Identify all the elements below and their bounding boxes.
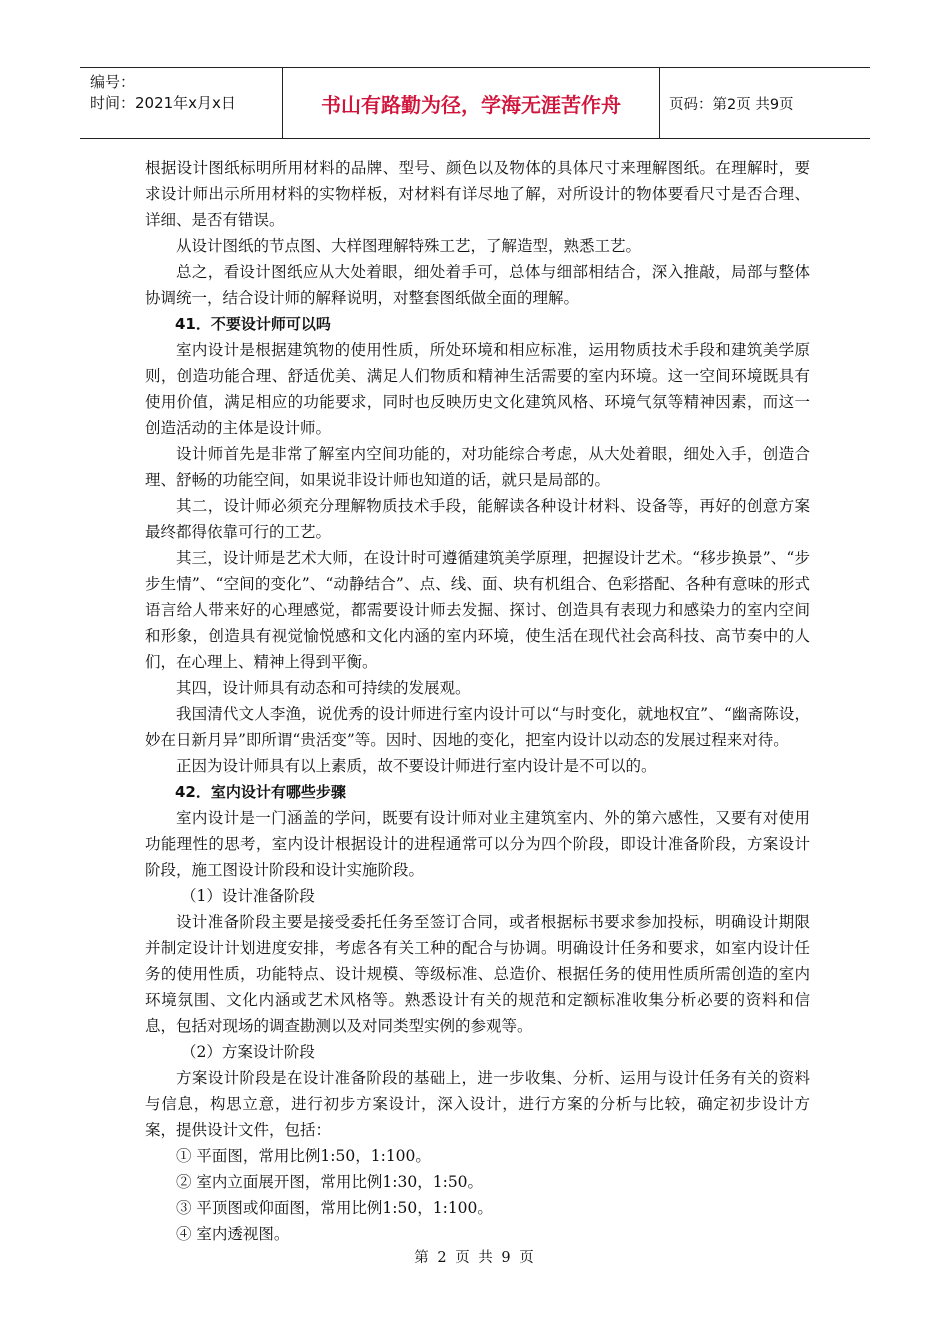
section-heading: 42．室内设计有哪些步骤 bbox=[175, 783, 346, 801]
section-heading: 41．不要设计师可以吗 bbox=[175, 315, 331, 333]
header-meta bbox=[80, 68, 283, 138]
body-paragraph: 我国清代文人李渔，说优秀的设计师进行室内设计可以“与时变化，就地权宜”、“幽斋陈设，妙在日新月异”即所谓“贵活变”等。因时、因地的变化，把室内设计以动态的发展过程来对待。 bbox=[145, 705, 810, 749]
body-paragraph: 方案设计阶段是在设计准备阶段的基础上，进一步收集、分析、运用与设计任务有关的资料与信息，构思立意，进行初步方案设计，深入设计，进行方案的分析与比较，确定初步设计方案，提供设计文件，包括： bbox=[145, 1069, 810, 1139]
subsection-heading: （1）设计准备阶段 bbox=[181, 887, 315, 905]
body-paragraph: 室内设计是一门涵盖的学问，既要有设计师对业主建筑室内、外的第六感性，又要有对使用功能理性的思考，室内设计根据设计的进程通常可以分为四个阶段，即设计准备阶段，方案设计阶段，施工图设计阶段和设计实施阶段。 bbox=[145, 809, 810, 879]
header-page-number: 页码：第2页 共9页 bbox=[669, 96, 794, 113]
body-paragraph: 设计师首先是非常了解室内空间功能的，对功能综合考虑，从大处着眼，细处入手，创造合理、舒畅的功能空间，如果说非设计师也知道的话，就只是局部的。 bbox=[145, 445, 810, 489]
body-paragraph: 室内设计是根据建筑物的使用性质，所处环境和相应标准，运用物质技术手段和建筑美学原则，创造功能合理、舒适优美、满足人们物质和精神生活需要的室内环境。这一空间环境既具有使用价值，满足相应的功能要求，同时也反映历史文化建筑风格、环境气氛等精神因素，而这一创造活动的主体是设计师。 bbox=[145, 341, 810, 437]
body-paragraph: 其四，设计师具有动态和可持续的发展观。 bbox=[176, 679, 471, 697]
list-item: ① 平面图，常用比例1:50，1:100。 bbox=[176, 1147, 431, 1165]
list-item: ③ 平顶图或仰面图，常用比例1:50，1:100。 bbox=[176, 1199, 493, 1217]
body-paragraph: 从设计图纸的节点图、大样图理解特殊工艺，了解造型，熟悉工艺。 bbox=[176, 237, 642, 255]
body-paragraph: 根据设计图纸标明所用材料的品牌、型号、颜色以及物体的具体尺寸来理解图纸。在理解时，要求设计师出示所用材料的实物样板，对材料有详尽地了解，对所设计的物体要看尺寸是否合理、详细、是否有错误。 bbox=[145, 159, 810, 229]
list-item: ④ 室内透视图。 bbox=[176, 1225, 290, 1243]
body-paragraph: 正因为设计师具有以上素质，故不要设计师进行室内设计是不可以的。 bbox=[176, 757, 657, 775]
page-header bbox=[80, 67, 870, 139]
body-paragraph: 其三，设计师是艺术大师，在设计时可遵循建筑美学原理，把握设计艺术。“移步换景”、“步步生情”、“空间的变化”、“动静结合”、点、线、面、块有机组合、色彩搭配、各种有意味的形式语言给人带来好的心理感觉，都需要设计师去发掘、探讨、创造具有表现力和感染力的室内空间和形象，创造具有视觉愉悦感和文化内涵的室内环境，使生活在现代社会高科技、高节奏中的人们，在心理上、精神上得到平衡。 bbox=[145, 549, 810, 671]
body-paragraph: 设计准备阶段主要是接受委托任务至签订合同，或者根据标书要求参加投标，明确设计期限并制定设计计划进度安排，考虑各有关工种的配合与协调。明确设计任务和要求，如室内设计任务的使用性质，功能特点、设计规模、等级标准、总造价、根据任务的使用性质所需创造的室内环境氛围、文化内涵或艺术风格等。熟悉设计有关的规范和定额标准收集分析必要的资料和信息，包括对现场的调查勘测以及对同类型实例的参观等。 bbox=[145, 913, 810, 1035]
subsection-heading: （2）方案设计阶段 bbox=[181, 1043, 315, 1061]
document-number-label: 编号： bbox=[90, 73, 136, 91]
document-body bbox=[145, 155, 810, 1247]
body-paragraph: 其二，设计师必须充分理解物质技术手段，能解读各种设计材料、设备等，再好的创意方案最终都得依靠可行的工艺。 bbox=[145, 497, 810, 541]
list-item: ② 室内立面展开图，常用比例1:30，1:50。 bbox=[176, 1173, 484, 1191]
page-footer: 第 2 页 共 9 页 bbox=[414, 1250, 536, 1266]
body-paragraph: 总之，看设计图纸应从大处着眼，细处着手可，总体与细部相结合，深入推敲，局部与整体协调统一，结合设计师的解释说明，对整套图纸做全面的理解。 bbox=[145, 263, 810, 307]
document-date-label: 时间：2021年x月x日 bbox=[90, 94, 236, 112]
header-motto: 书山有路勤为径，学海无涯苦作舟 bbox=[283, 68, 660, 138]
